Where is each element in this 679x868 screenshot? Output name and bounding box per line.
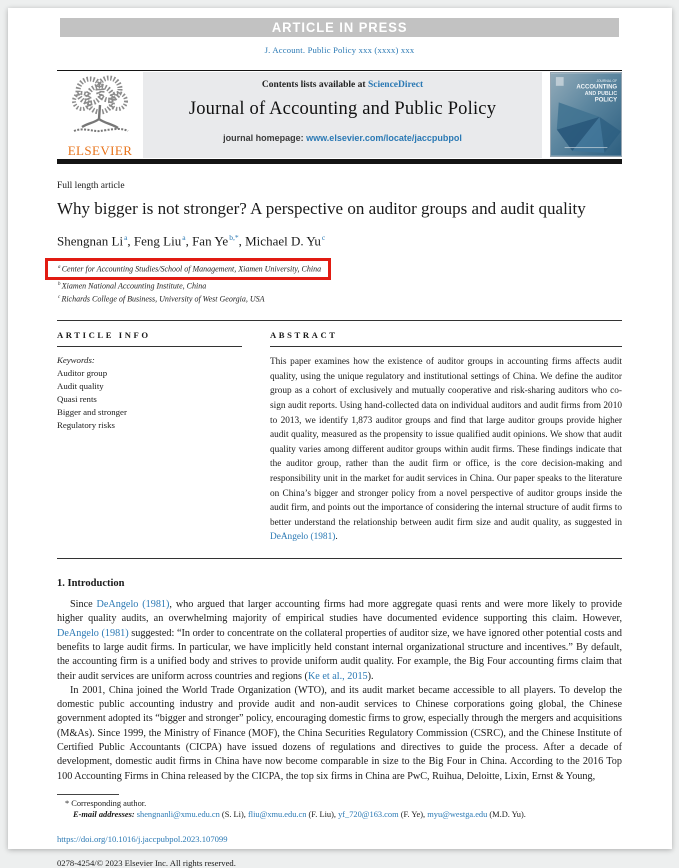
footnote-rule xyxy=(57,794,119,795)
journal-citation-link[interactable]: J. Account. Public Policy xxx (xxxx) xxx xyxy=(264,45,415,55)
text-segment: a xyxy=(58,265,62,271)
keyword-item: Bigger and stronger xyxy=(57,407,127,418)
banner-label: ARTICLE IN PRESS xyxy=(271,20,408,35)
abstract-heading: ABSTRACT xyxy=(270,330,622,347)
elsevier-tree-icon xyxy=(68,75,132,142)
text-segment: Shengnan Li xyxy=(57,233,124,249)
contents-lists-line xyxy=(143,80,542,90)
copyright-imprint: 0278-4254/© 2023 Elsevier Inc. All rights reserved. xyxy=(57,857,236,868)
intro-paragraph-1 xyxy=(57,598,622,684)
svg-text:POLICY: POLICY xyxy=(594,96,618,103)
affiliation-b xyxy=(57,279,622,292)
text-segment: c xyxy=(58,294,62,300)
text-segment: (S. Li), xyxy=(219,809,248,819)
elsevier-logo[interactable] xyxy=(57,71,143,158)
article-type-label: Full length article xyxy=(57,181,125,191)
inline-link[interactable]: ScienceDirect xyxy=(367,79,424,90)
inline-link[interactable]: myu@westga.edu xyxy=(427,809,488,819)
keywords-block xyxy=(57,354,242,432)
keyword-item: Audit quality xyxy=(57,381,104,392)
highlight-box xyxy=(45,258,331,280)
text-segment: (F. Ye), xyxy=(398,809,428,819)
svg-text:JOURNAL OF: JOURNAL OF xyxy=(596,78,618,83)
inline-link[interactable]: DeAngelo (1981) xyxy=(57,627,129,639)
article-title: Why bigger is not stronger? A perspective on auditor groups and audit quality xyxy=(57,199,586,218)
text-segment: b xyxy=(58,281,62,287)
inline-link[interactable]: a xyxy=(182,233,186,242)
inline-link[interactable]: fliu@xmu.edu.cn xyxy=(247,809,307,819)
article-info-heading: ARTICLE INFO xyxy=(57,330,242,347)
abstract-text xyxy=(270,355,622,545)
text-segment: , Fan Ye xyxy=(185,233,229,249)
inline-link[interactable]: b,* xyxy=(229,233,239,242)
inline-link[interactable]: DeAngelo (1981) xyxy=(96,599,170,611)
abstract-column xyxy=(270,330,622,545)
svg-text:AND PUBLIC: AND PUBLIC xyxy=(584,90,618,97)
text-segment: journal homepage: xyxy=(223,132,307,143)
doi-link[interactable]: https://doi.org/10.1016/j.jaccpubpol.2023.107099 xyxy=(57,833,228,844)
text-segment: This paper examines how the existence of auditor groups in accounting firms affects audit quality, using the unique regulatory and institutional settings of China. We define the auditor group as a cohort of exclusively and mutually cooperative and risk-sharing auditors who co-sign audit reports. Using hand-collected data on individual auditors and audit firms from 2010 to 2013, we identify 1,873 auditor groups and find that large auditor groups provide higher audit quality, measured as the propensity to issue qualified audit opinions. We show that audit quality varies among different auditor groups within audit firms. These findings indicate that the auditor group, rather than the audit firm or office, is the core decision-making and responsibility unit in the market for audit services in China. Our paper speaks to the literature on China’s bigger and stronger policy from a novel perspective of auditor groups inside the audit firm, and points out the importance of considering the internal structure of audit firms to better understand the relationship between audit firm size and audit quality, as suggested in xyxy=(270,357,622,528)
text-segment: , who argued that larger accounting firms had more aggregate quasi rents and were more likely to provide higher quality audits, an overwhelming majority of empirical studies have documented evidence supporting this claim. However, xyxy=(57,599,622,625)
journal-title: Journal of Accounting and Public Policy xyxy=(188,98,497,119)
inline-link[interactable]: Ke et al., 2015 xyxy=(307,670,368,682)
journal-homepage-line xyxy=(143,133,542,143)
elsevier-wordmark: ELSEVIER xyxy=(67,143,133,158)
keywords-label: Keywords: xyxy=(57,355,95,366)
journal-header xyxy=(57,71,622,158)
inline-link[interactable]: shengnanli@xmu.edu.cn xyxy=(136,809,220,819)
inline-link[interactable]: www.elsevier.com/locate/jaccpubpol xyxy=(306,132,462,143)
text-segment: (F. Liu), xyxy=(306,809,339,819)
text-segment: Richards College of Business, University of West Georgia, USA xyxy=(61,294,265,304)
text-segment: (M.D. Yu). xyxy=(487,809,526,819)
text-segment: Contents lists available at xyxy=(261,79,368,90)
article-info-column xyxy=(57,330,242,545)
keyword-item: Regulatory risks xyxy=(57,420,115,431)
text-segment: E-mail addresses: xyxy=(73,809,137,819)
info-abstract-block xyxy=(57,321,622,545)
keyword-item: Quasi rents xyxy=(57,394,97,405)
info-block-bottom-rule xyxy=(57,558,622,559)
text-segment: suggested: “In order to concentrate on the collateral properties of auditor size, we have ignored other potential costs and benefits to large audit firms. In particular, we have implicitly held constant internal organizational structure and incentives.” By default, the accounting firm is a unified body and strives to provide uniform audit quality. For example, the Big Four accounting firms claim that their audit services are uniform across countries and regions ( xyxy=(57,627,623,682)
inline-link[interactable]: c xyxy=(321,233,326,242)
text-segment: ). xyxy=(367,670,374,682)
affiliation-c xyxy=(57,292,622,305)
text-segment: Since xyxy=(70,599,97,611)
svg-text:ACCOUNTING: ACCOUNTING xyxy=(576,84,618,91)
author-line xyxy=(57,233,622,249)
keyword-item: Auditor group xyxy=(57,368,108,379)
section-heading-introduction: 1. Introduction xyxy=(57,578,125,590)
header-center-panel xyxy=(143,72,542,158)
text-segment: , Feng Liu xyxy=(127,233,182,249)
inline-link[interactable]: yf_720@163.com xyxy=(338,809,399,819)
inline-link[interactable]: a xyxy=(124,233,128,242)
text-segment: . xyxy=(335,532,338,543)
intro-paragraph-2 xyxy=(57,684,622,784)
text-segment: In 2001, China joined the World Trade Organization (WTO), and its audit market became accessible to all players. To develop the domestic public accounting industry and provide audit and non-audit services to Chinese corporations going global, the Chinese government adopted its “bigger and stronger” policy, encouraging domestic firms to grow, especially through the mergers and acquisitions (M&As). Since 1999, the Ministry of Finance (MOF), the China Securities Regulatory Commission (CSRC), and the Chinese Institute of Certified Public Accountants (CICPA) have issued dozens of regulations and directives to guide the process. After a decade of development, domestic audit firms in China have now become comparable in size to the Big Four in China. According to the 2016 Top 100 Accounting Firms in China released by the CICPA, the top six firms in China are PwC, Ruihua, Deloitte, Lixin, Ernst & Young, xyxy=(57,684,622,782)
header-bottom-bar xyxy=(57,159,622,164)
corresponding-author-note: * Corresponding author. xyxy=(65,798,147,808)
affiliation-a xyxy=(57,262,321,275)
text-segment: Center for Accounting Studies/School of Management, Xiamen University, China xyxy=(61,264,322,274)
journal-cover-image xyxy=(550,72,622,157)
keywords-list xyxy=(57,367,242,432)
affiliations xyxy=(57,258,622,304)
text-segment: , Michael D. Yu xyxy=(238,233,321,249)
journal-cover-thumbnail[interactable] xyxy=(542,71,622,158)
inline-link[interactable]: DeAngelo (1981) xyxy=(270,532,336,543)
paper-page xyxy=(8,8,672,868)
text-segment: Xiamen National Accounting Institute, China xyxy=(61,281,207,291)
article-in-press-banner xyxy=(60,18,619,37)
email-addresses-line xyxy=(57,810,622,819)
